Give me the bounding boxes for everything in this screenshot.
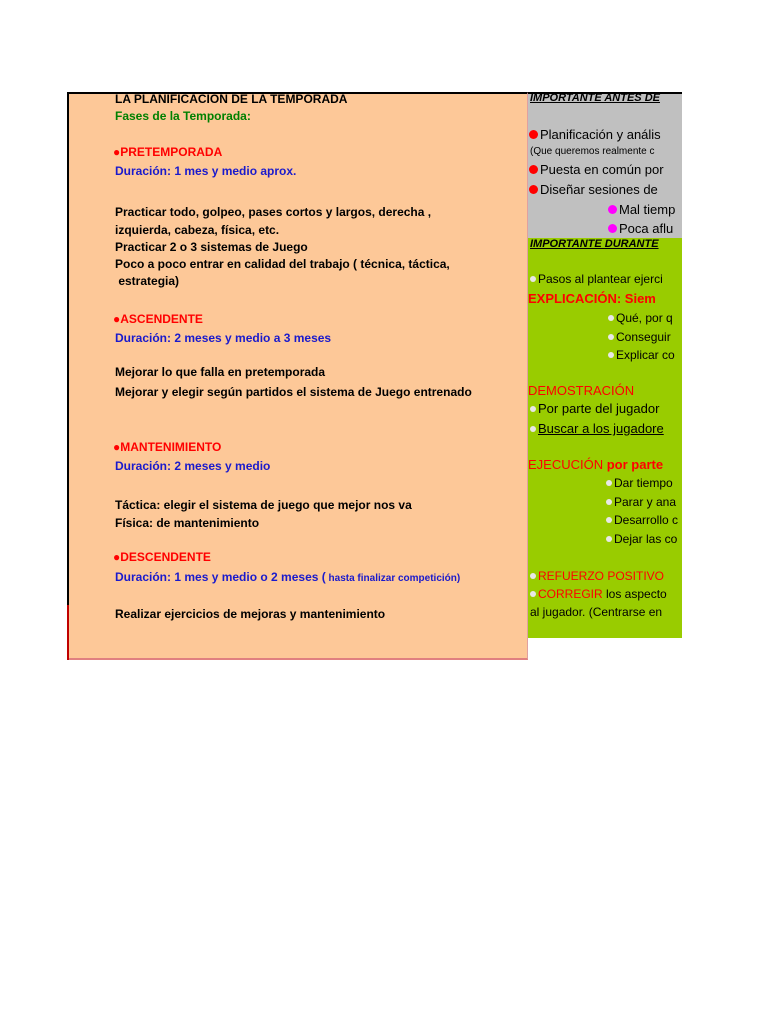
phase-line: Practicar 2 o 3 sistemas de Juego	[115, 240, 308, 254]
ejecucion-item: Dar tiempo	[606, 476, 673, 490]
phase-line: Poco a poco entrar en calidad del trabajo ( técnica, táctica,	[115, 257, 450, 271]
ejecucion-heading: EJECUCIÓN por parte	[528, 457, 664, 472]
ejecucion-item: Parar y ana	[606, 495, 676, 509]
bullet-icon	[529, 165, 538, 174]
bullet-icon	[529, 130, 538, 139]
bullet-icon	[608, 205, 617, 214]
before-item: Puesta en común por	[529, 162, 664, 177]
bullet-icon	[530, 591, 536, 597]
phase-pretemporada-duration: Duración: 1 mes y medio aprox.	[115, 164, 297, 178]
bullet-icon	[606, 480, 612, 486]
bullet-icon	[606, 517, 612, 523]
bullet-icon	[608, 224, 617, 233]
phase-line: Mejorar lo que falla en pretemporada	[115, 365, 326, 379]
before-section	[528, 92, 682, 238]
phase-mantenimiento-duration: Duración: 2 meses y medio	[115, 459, 271, 473]
panel-edge	[67, 605, 69, 660]
phase-line: Táctica: elegir el sistema de juego que mejor nos va	[115, 498, 412, 512]
bullet-icon	[606, 499, 612, 505]
bullet-icon	[608, 334, 614, 340]
bullet-icon	[608, 352, 614, 358]
planning-title: LA PLANIFICACIÓN DE LA TEMPORADA	[115, 92, 348, 106]
ejecucion-item: Dejar las co	[606, 532, 677, 546]
before-header: IMPORTANTE ANTES DE	[530, 92, 660, 104]
during-item: Pasos al plantear ejerci	[530, 272, 663, 286]
phase-ascendente: ●ASCENDENTE	[113, 312, 203, 326]
phases-subtitle: Fases de la Temporada:	[115, 109, 251, 123]
bullet-icon	[608, 315, 614, 321]
during-section	[528, 238, 682, 638]
bullet-icon	[606, 536, 612, 542]
phase-pretemporada: ●PRETEMPORADA	[113, 145, 223, 159]
bullet-icon	[530, 406, 536, 412]
phase-descendente: ●DESCENDENTE	[113, 550, 211, 564]
before-item: Diseñar sesiones de	[529, 182, 658, 197]
corregir-line2: al jugador. (Centrarse en	[530, 605, 663, 619]
ejecucion-item: Desarrollo c	[606, 513, 678, 527]
bullet-icon	[530, 573, 536, 579]
phase-line: estrategia)	[115, 274, 180, 288]
bullet-icon	[530, 276, 536, 282]
phase-line: izquierda, cabeza, física, etc.	[115, 223, 280, 237]
demostracion-item: Por parte del jugador	[530, 401, 659, 416]
before-item: Planificación y anális	[529, 127, 661, 142]
corregir-item: CORREGIR los aspecto	[530, 587, 667, 601]
phase-ascendente-duration: Duración: 2 meses y medio a 3 meses	[115, 331, 332, 345]
during-header: IMPORTANTE DURANTE	[530, 238, 659, 250]
phase-mantenimiento: ●MANTENIMIENTO	[113, 440, 222, 454]
demostracion-heading: DEMOSTRACIÓN	[528, 383, 635, 398]
phase-line: Practicar todo, golpeo, pases cortos y largos, derecha ,	[115, 205, 432, 219]
refuerzo-item: REFUERZO POSITIVO	[530, 569, 664, 583]
phase-line: Mejorar y elegir según partidos el sistema de Juego entrenado	[115, 385, 472, 399]
phase-descendente-duration: Duración: 1 mes y medio o 2 meses ( hasta finalizar competición)	[115, 570, 461, 584]
explicacion-item: Conseguir	[608, 330, 671, 344]
before-subitem: Poca aflu	[608, 221, 673, 236]
before-subitem: Mal tiemp	[608, 202, 675, 217]
explicacion-heading: EXPLICACIÓN: Siem	[528, 291, 656, 306]
before-item-note: (Que queremos realmente c	[530, 146, 655, 157]
bullet-icon	[530, 426, 536, 432]
explicacion-item: Explicar co	[608, 348, 675, 362]
demostracion-item: Buscar a los jugadore	[530, 421, 664, 436]
phase-line: Realizar ejercicios de mejoras y mantenimiento	[115, 607, 386, 621]
explicacion-item: Qué, por q	[608, 311, 673, 325]
phase-line: Física: de mantenimiento	[115, 516, 260, 530]
bullet-icon	[529, 185, 538, 194]
